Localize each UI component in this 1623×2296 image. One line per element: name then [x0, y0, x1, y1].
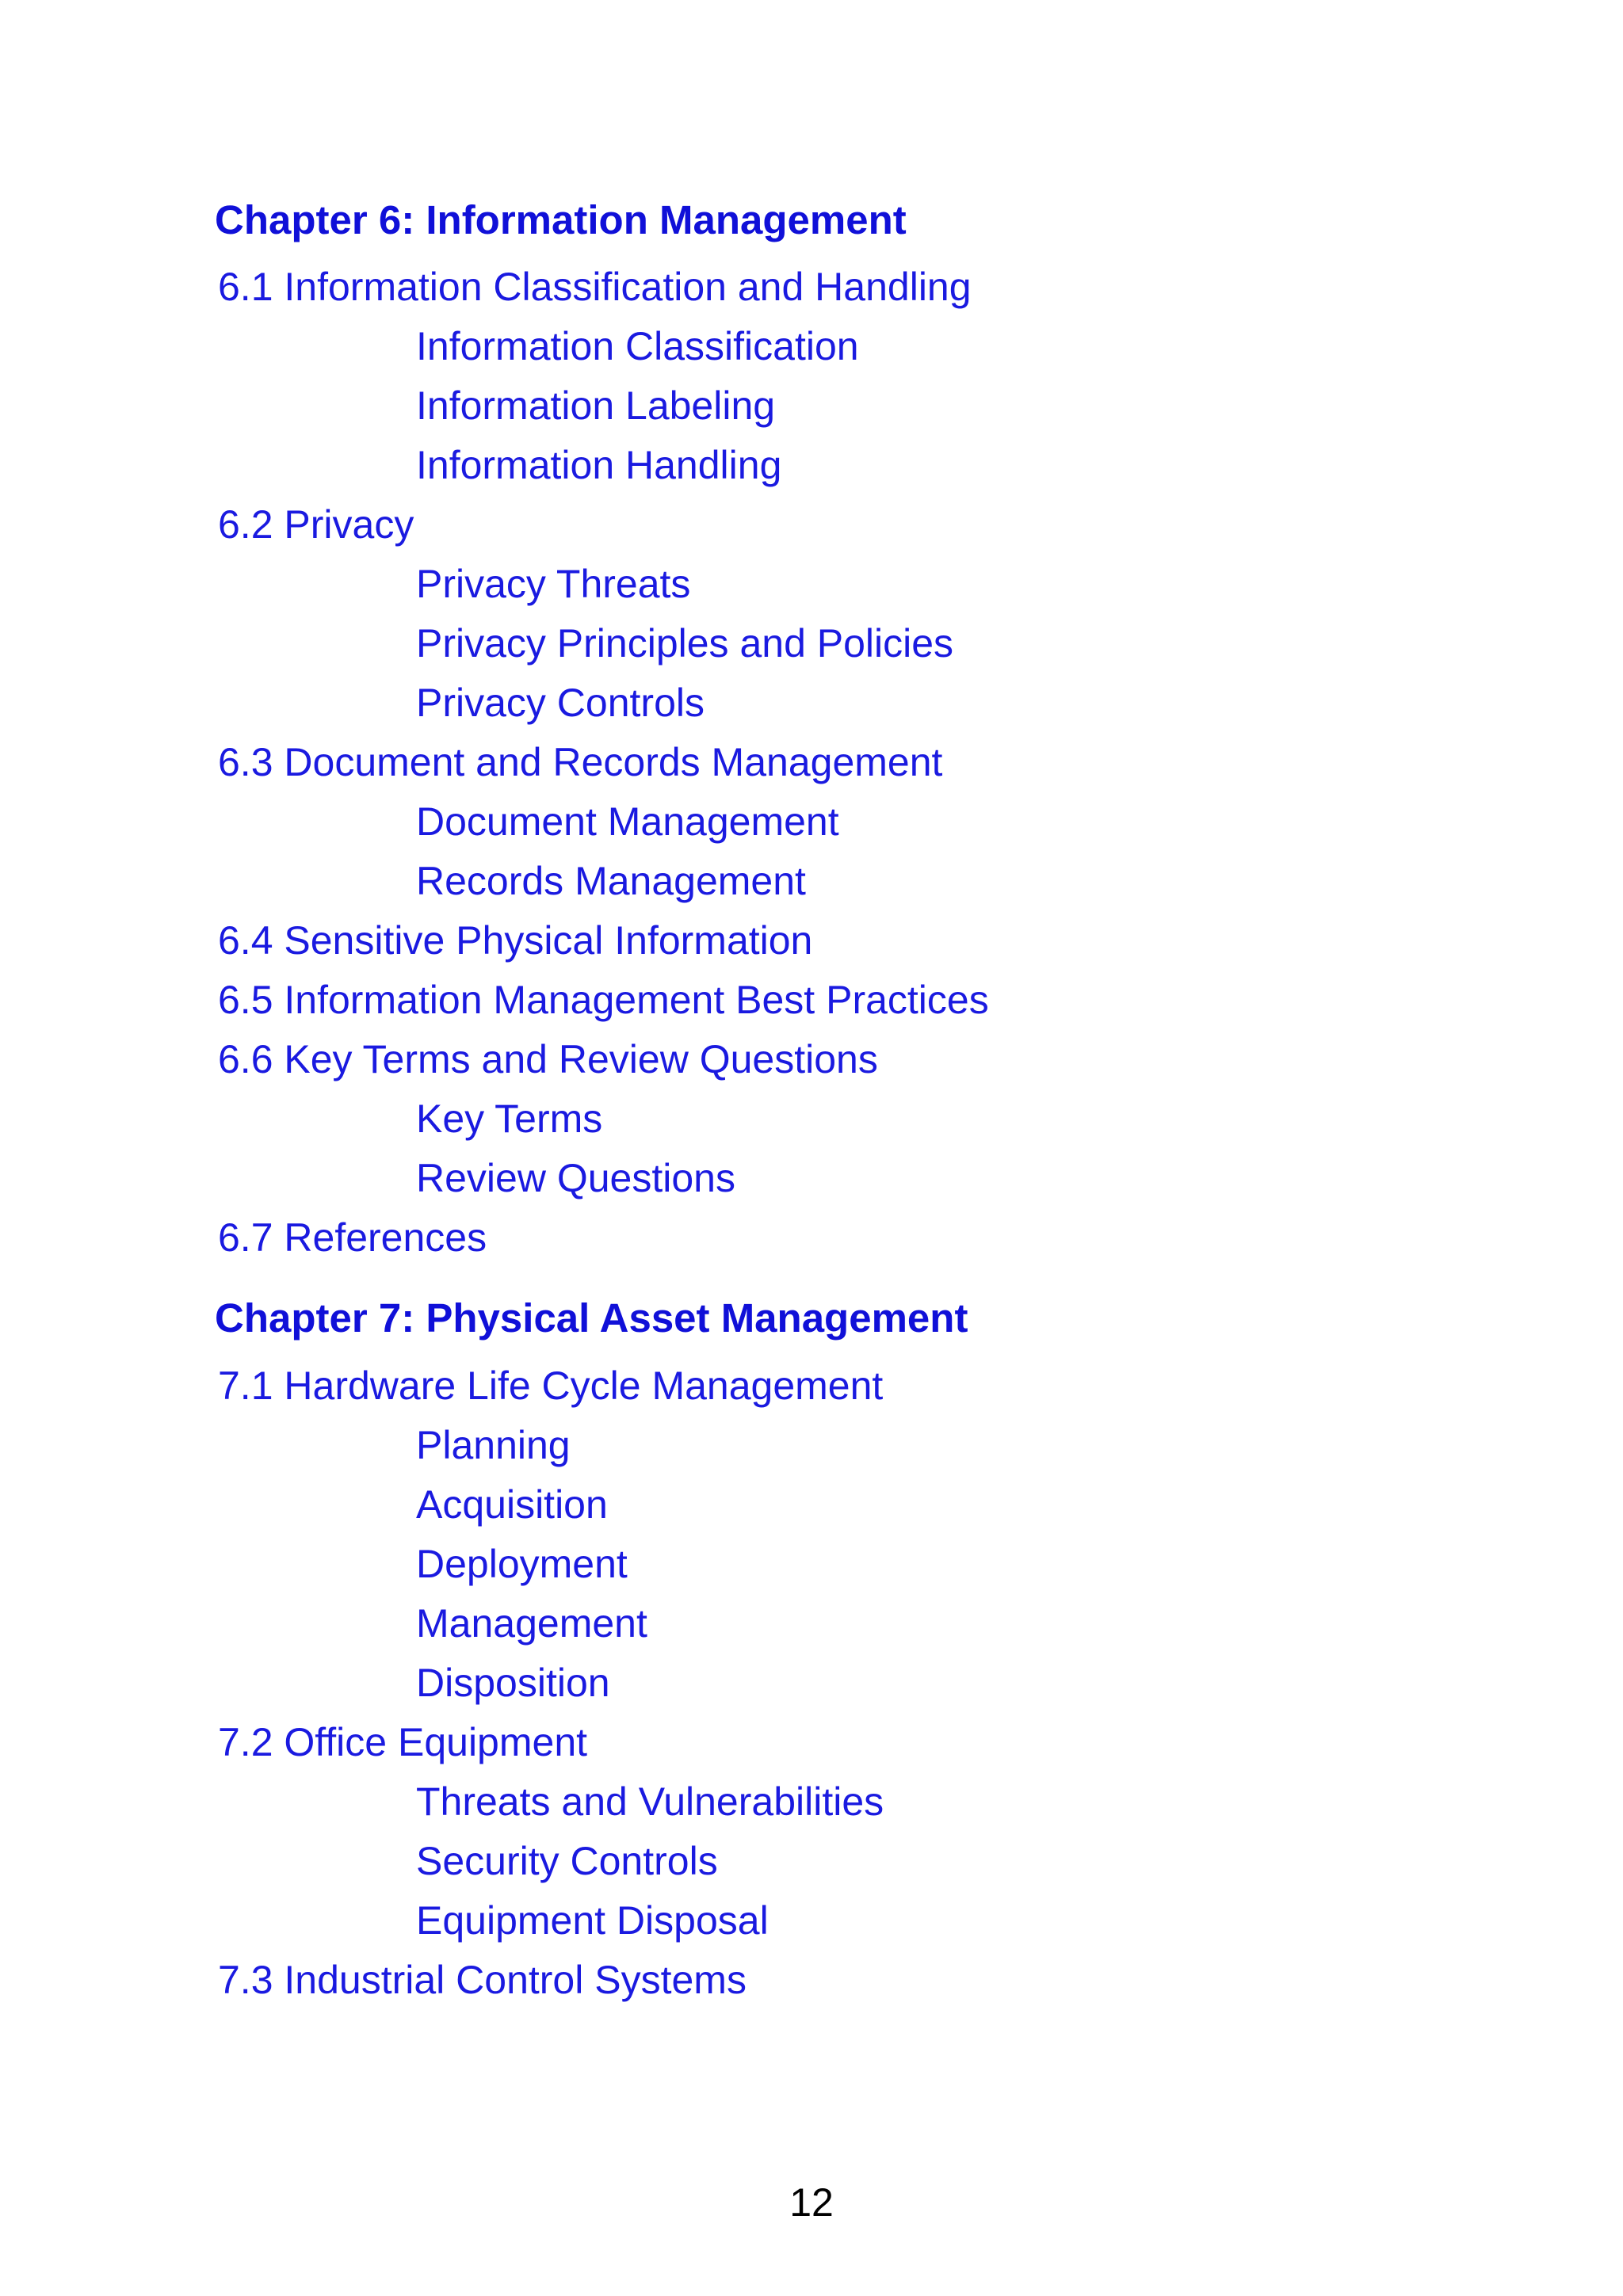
- toc-section-7-3[interactable]: 7.3 Industrial Control Systems: [218, 1958, 747, 2002]
- toc-subsection-privacy-threats[interactable]: Privacy Threats: [416, 562, 691, 606]
- toc-section-6-2[interactable]: 6.2 Privacy: [218, 502, 414, 547]
- toc-section-7-2[interactable]: 7.2 Office Equipment: [218, 1720, 588, 1764]
- toc-subsection-information-handling[interactable]: Information Handling: [416, 443, 782, 487]
- toc-subsection-threats-vulnerabilities[interactable]: Threats and Vulnerabilities: [416, 1779, 884, 1824]
- toc-subsection-equipment-disposal[interactable]: Equipment Disposal: [416, 1898, 769, 1943]
- toc-subsection-disposition[interactable]: Disposition: [416, 1661, 610, 1705]
- toc-subsection-key-terms[interactable]: Key Terms: [416, 1097, 603, 1141]
- toc-subsection-document-management[interactable]: Document Management: [416, 799, 839, 844]
- toc-chapter-6[interactable]: Chapter 6: Information Management: [215, 197, 907, 242]
- toc-subsection-management[interactable]: Management: [416, 1601, 647, 1646]
- toc-section-6-3[interactable]: 6.3 Document and Records Management: [218, 740, 943, 784]
- toc-subsection-privacy-controls[interactable]: Privacy Controls: [416, 681, 705, 725]
- toc-section-6-4[interactable]: 6.4 Sensitive Physical Information: [218, 918, 813, 963]
- toc-subsection-information-classification[interactable]: Information Classification: [416, 324, 859, 368]
- page-number: 12: [789, 2180, 834, 2225]
- toc-section-6-6[interactable]: 6.6 Key Terms and Review Questions: [218, 1037, 878, 1081]
- toc-subsection-acquisition[interactable]: Acquisition: [416, 1482, 608, 1527]
- toc-section-6-1[interactable]: 6.1 Information Classification and Handling: [218, 265, 972, 309]
- toc-subsection-security-controls[interactable]: Security Controls: [416, 1839, 718, 1883]
- toc-section-6-5[interactable]: 6.5 Information Management Best Practices: [218, 978, 989, 1022]
- toc-subsection-records-management[interactable]: Records Management: [416, 859, 806, 903]
- toc-subsection-deployment[interactable]: Deployment: [416, 1542, 628, 1586]
- toc-subsection-privacy-principles[interactable]: Privacy Principles and Policies: [416, 621, 954, 666]
- toc-subsection-information-labeling[interactable]: Information Labeling: [416, 383, 776, 428]
- toc-subsection-review-questions[interactable]: Review Questions: [416, 1156, 735, 1200]
- toc-section-6-7[interactable]: 6.7 References: [218, 1215, 487, 1260]
- toc-chapter-7[interactable]: Chapter 7: Physical Asset Management: [215, 1295, 968, 1341]
- toc-subsection-planning[interactable]: Planning: [416, 1423, 571, 1467]
- toc-section-7-1[interactable]: 7.1 Hardware Life Cycle Management: [218, 1363, 884, 1408]
